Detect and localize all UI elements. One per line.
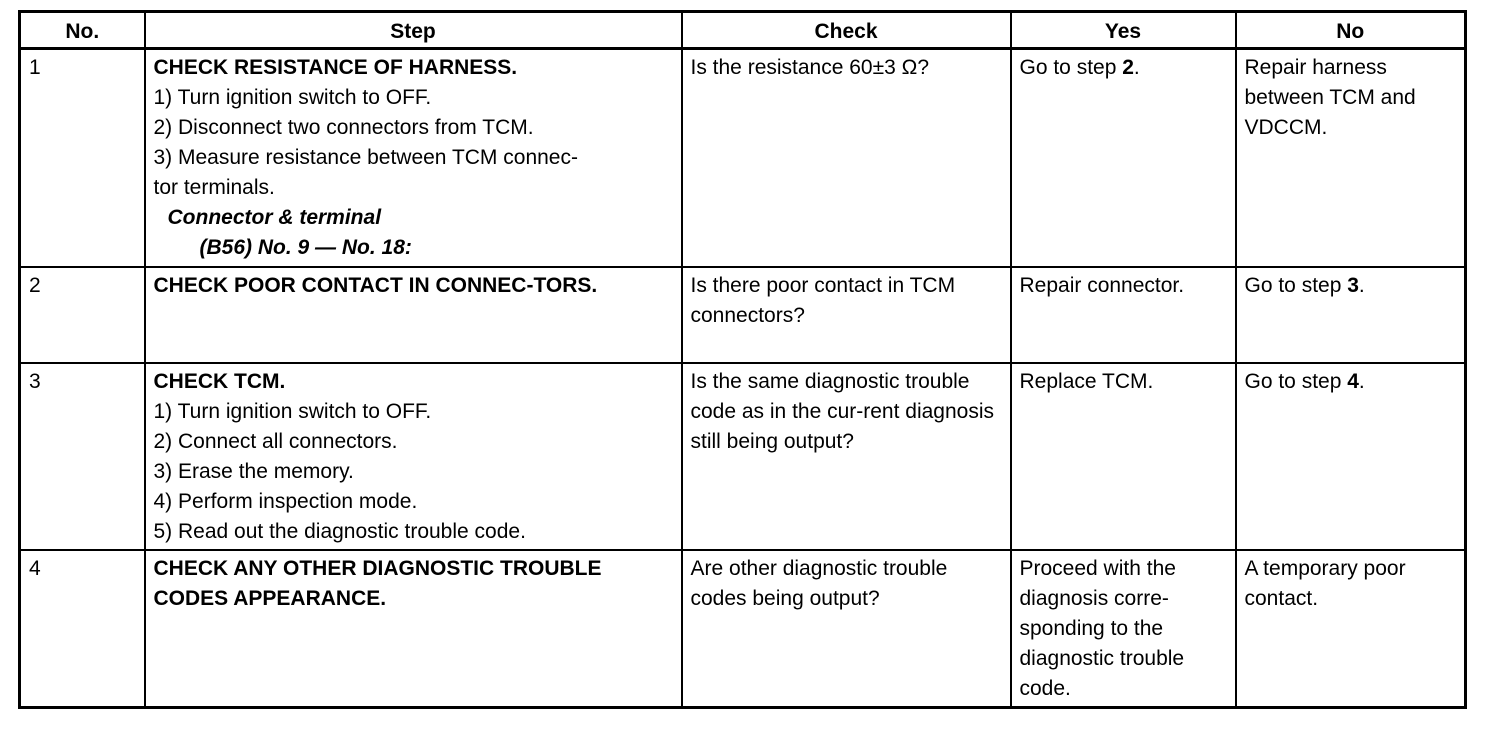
yes-cell: Repair connector.: [1011, 267, 1236, 363]
step-title: CHECK ANY OTHER DIAGNOSTIC TROUBLE CODES APPEARANCE.: [153, 557, 602, 610]
step-line: 4) Perform inspection mode.: [153, 490, 418, 513]
check-cell: Is the same diagnostic trouble code as in the cur-rent diagnosis still being output?: [682, 363, 1011, 550]
step-cell: [145, 49, 682, 268]
table-row: [20, 550, 1466, 708]
no-step-ref: 3: [1347, 274, 1359, 297]
no-cell: [1236, 363, 1466, 550]
yes-cell: [1011, 49, 1236, 268]
connector-terminal: (B56) No. 9 — No. 18:: [199, 236, 412, 259]
step-line: 1) Turn ignition switch to OFF.: [153, 400, 432, 423]
step-title: CHECK RESISTANCE OF HARNESS.: [153, 56, 518, 79]
no-suffix: .: [1358, 370, 1365, 393]
step-line: 2) Disconnect two connectors from TCM.: [153, 116, 534, 139]
no-cell: A temporary poor contact.: [1236, 550, 1466, 708]
check-cell: Are other diagnostic trouble codes being output?: [682, 550, 1011, 708]
table-row: [20, 49, 1466, 268]
header-no-result: No: [1236, 12, 1466, 49]
row-number: 2: [20, 267, 145, 363]
header-step: Step: [145, 12, 682, 49]
check-cell: Is the resistance 60±3 Ω?: [682, 49, 1011, 268]
no-cell: [1236, 267, 1466, 363]
step-line: 2) Connect all connectors.: [153, 430, 398, 453]
step-cell: [145, 550, 682, 708]
step-line: 5) Read out the diagnostic trouble code.: [153, 520, 526, 543]
yes-cell: Proceed with the diagnosis corre-sponding to the diagnostic trouble code.: [1011, 550, 1236, 708]
no-prefix: Go to step: [1244, 274, 1348, 297]
row-number: 4: [20, 550, 145, 708]
step-cell: [145, 363, 682, 550]
step-line: 3) Measure resistance between TCM connec-: [153, 146, 578, 169]
yes-step-ref: 2: [1122, 56, 1134, 79]
table-row: [20, 267, 1466, 363]
step-line: 1) Turn ignition switch to OFF.: [153, 86, 432, 109]
no-cell: Repair harness between TCM and VDCCM.: [1236, 49, 1466, 268]
no-prefix: Go to step: [1244, 370, 1348, 393]
step-cell: [145, 267, 682, 363]
step-line: tor terminals.: [153, 176, 275, 199]
step-title: CHECK TCM.: [153, 370, 286, 393]
header-no: No.: [20, 12, 145, 49]
step-title: CHECK POOR CONTACT IN CONNEC-TORS.: [153, 274, 598, 297]
header-yes: Yes: [1011, 12, 1236, 49]
no-suffix: .: [1358, 274, 1365, 297]
yes-prefix: Go to step: [1019, 56, 1123, 79]
diagnostic-table: [18, 10, 1467, 709]
no-step-ref: 4: [1347, 370, 1359, 393]
row-number: 1: [20, 49, 145, 268]
header-row: [20, 12, 1466, 49]
step-line: 3) Erase the memory.: [153, 460, 354, 483]
header-check: Check: [682, 12, 1011, 49]
check-cell: Is there poor contact in TCM connectors?: [682, 267, 1011, 363]
yes-suffix: .: [1133, 56, 1140, 79]
connector-title: Connector & terminal: [167, 206, 382, 229]
table-row: [20, 363, 1466, 550]
yes-cell: Replace TCM.: [1011, 363, 1236, 550]
row-number: 3: [20, 363, 145, 550]
